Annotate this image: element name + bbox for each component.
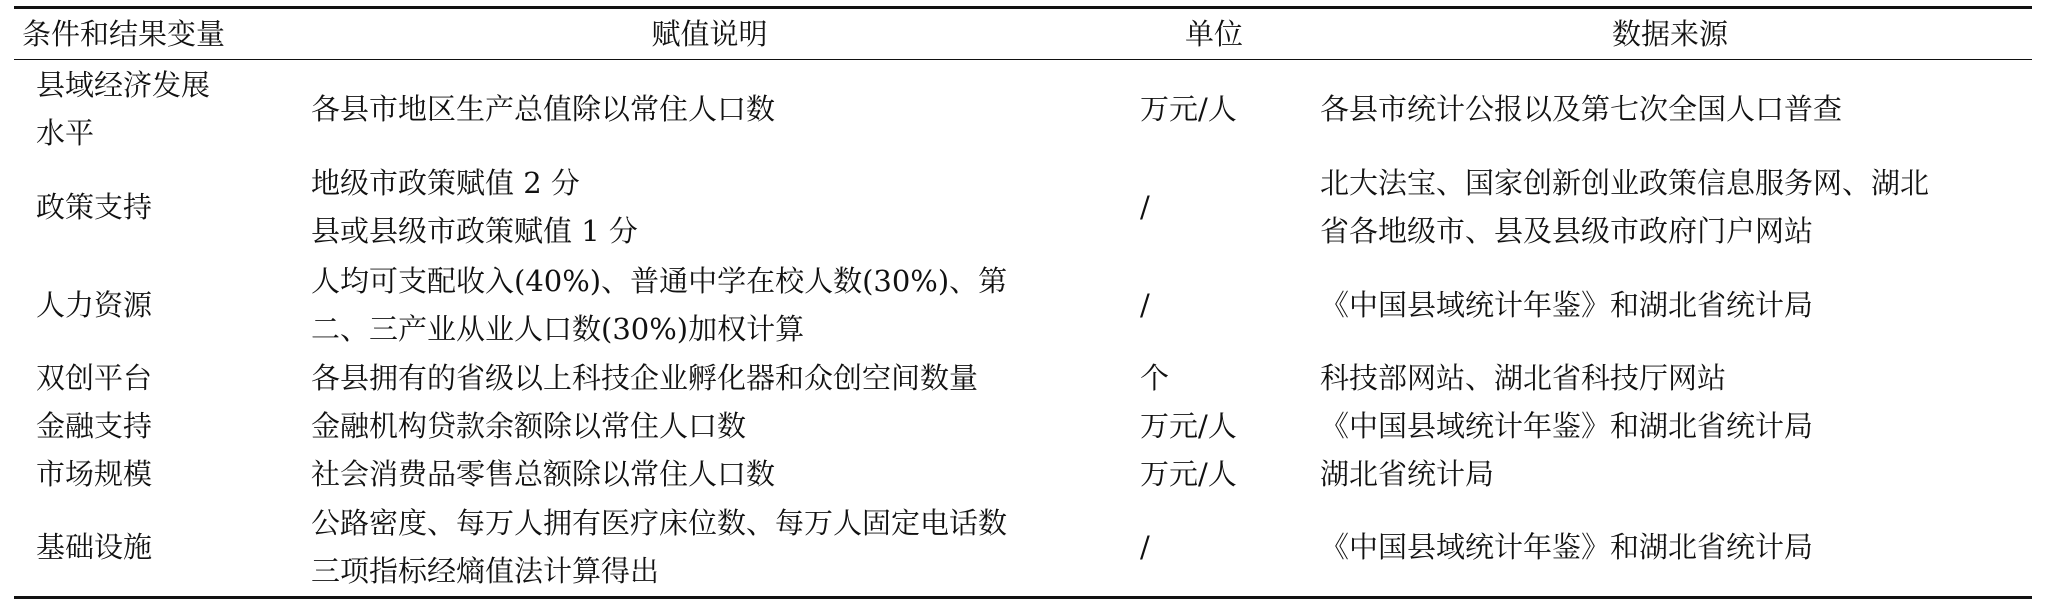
cell-line: 三项指标经熵值法计算得出 <box>311 554 660 588</box>
unit-cell: 个 <box>1140 361 1170 395</box>
cell-line: 省各地级市、县及县级市政府门户网站 <box>1320 214 1814 248</box>
source-cell <box>1300 60 2032 159</box>
source-cell <box>1300 402 2032 450</box>
cell-line: 公路密度、每万人拥有医疗床位数、每万人固定电话数 <box>311 506 1008 540</box>
variables-table <box>14 6 2032 599</box>
header-description: 赋值说明 <box>651 17 768 51</box>
cell-line: 湖北省统计局 <box>1320 457 1495 491</box>
table-row <box>14 60 2032 159</box>
description-cell <box>291 402 1120 450</box>
description-cell <box>291 256 1120 354</box>
source-cell <box>1300 158 2032 256</box>
cell-line: 各县拥有的省级以上科技企业孵化器和众创空间数量 <box>311 361 979 395</box>
table-row <box>14 450 2032 498</box>
source-cell <box>1300 498 2032 598</box>
cell-line: 人力资源 <box>36 288 153 322</box>
cell-line: 县或县级市政策赋值 1 分 <box>311 214 638 248</box>
description-cell <box>291 354 1120 402</box>
unit-cell: 万元/人 <box>1140 92 1237 126</box>
cell-line: 政策支持 <box>36 190 153 224</box>
unit-cell: / <box>1140 288 1150 322</box>
unit-cell: 万元/人 <box>1140 457 1237 491</box>
unit-cell: / <box>1140 530 1150 564</box>
cell-line: 《中国县域统计年鉴》和湖北省统计局 <box>1320 530 1814 564</box>
header-unit: 单位 <box>1184 17 1243 51</box>
table-row <box>14 158 2032 256</box>
header-condition: 条件和结果变量 <box>22 17 226 51</box>
cell-line: 北大法宝、国家创新创业政策信息服务网、湖北 <box>1320 166 1930 200</box>
table-row <box>14 498 2032 598</box>
condition-cell <box>14 354 291 402</box>
cell-line: 社会消费品零售总额除以常住人口数 <box>311 457 776 491</box>
cell-line: 《中国县域统计年鉴》和湖北省统计局 <box>1320 288 1814 322</box>
cell-line: 金融支持 <box>36 409 153 443</box>
unit-cell: / <box>1140 190 1150 224</box>
condition-cell <box>14 402 291 450</box>
description-cell <box>291 450 1120 498</box>
cell-line: 基础设施 <box>36 530 153 564</box>
table-header <box>14 8 2032 60</box>
cell-line: 县域经济发展 <box>36 68 211 102</box>
table-row <box>14 402 2032 450</box>
cell-line: 二、三产业从业人口数(30%)加权计算 <box>311 312 805 346</box>
unit-cell: 万元/人 <box>1140 409 1237 443</box>
condition-cell <box>14 60 291 159</box>
condition-cell <box>14 256 291 354</box>
condition-cell <box>14 158 291 256</box>
table-body <box>14 60 2032 598</box>
source-cell <box>1300 354 2032 402</box>
cell-line: 《中国县域统计年鉴》和湖北省统计局 <box>1320 409 1814 443</box>
description-cell <box>291 60 1120 159</box>
header-source: 数据来源 <box>1611 17 1728 51</box>
cell-line: 地级市政策赋值 2 分 <box>311 166 580 200</box>
description-cell <box>291 158 1120 256</box>
cell-line: 各县市统计公报以及第七次全国人口普查 <box>1320 92 1843 126</box>
cell-line: 各县市地区生产总值除以常住人口数 <box>311 92 776 126</box>
table-row <box>14 354 2032 402</box>
source-cell <box>1300 256 2032 354</box>
condition-cell <box>14 450 291 498</box>
table-row <box>14 256 2032 354</box>
source-cell <box>1300 450 2032 498</box>
cell-line: 金融机构贷款余额除以常住人口数 <box>311 409 747 443</box>
cell-line: 人均可支配收入(40%)、普通中学在校人数(30%)、第 <box>311 264 1008 298</box>
description-cell <box>291 498 1120 598</box>
cell-line: 双创平台 <box>36 361 153 395</box>
cell-line: 市场规模 <box>36 457 153 491</box>
condition-cell <box>14 498 291 598</box>
cell-line: 水平 <box>36 116 95 150</box>
cell-line: 科技部网站、湖北省科技厅网站 <box>1320 361 1727 395</box>
header-row <box>14 8 2032 60</box>
